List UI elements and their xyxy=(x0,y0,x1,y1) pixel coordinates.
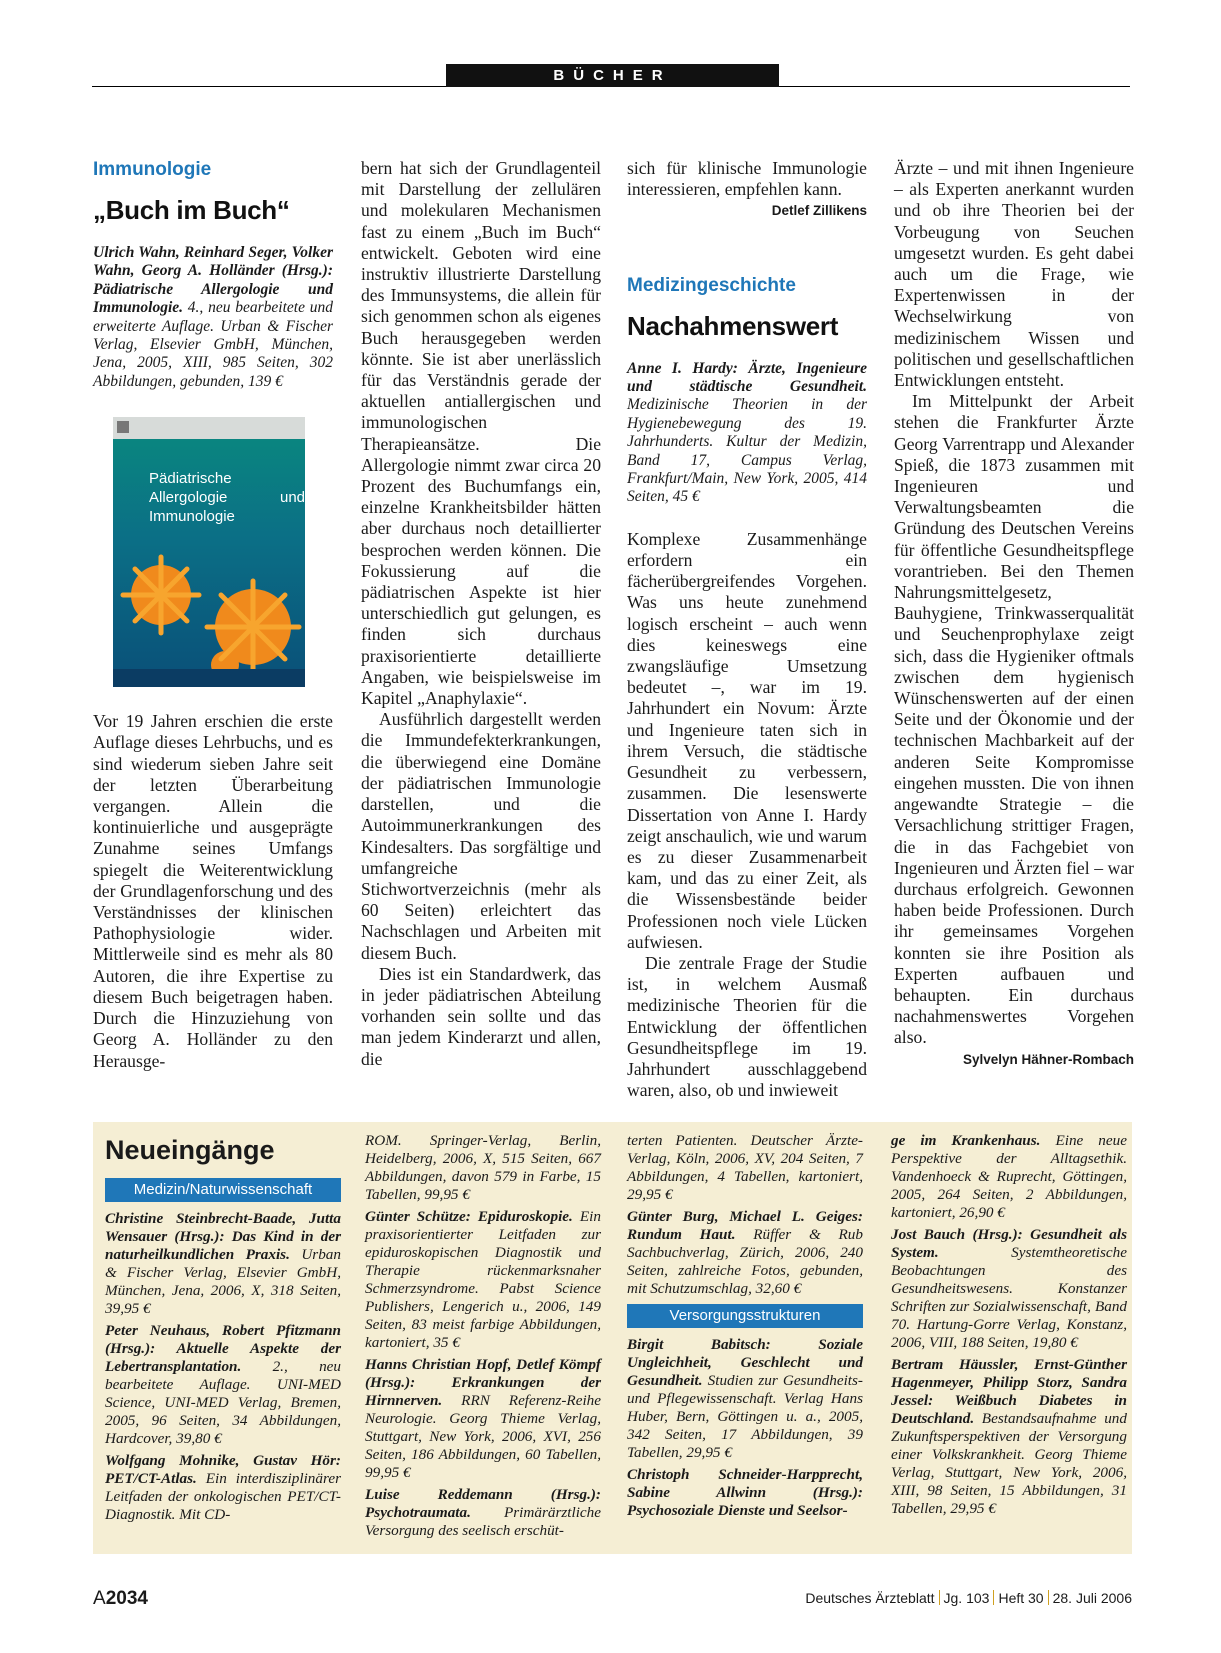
new-arrivals-box xyxy=(93,1122,1132,1554)
article2-paragraph-4: Im Mittelpunkt der Arbeit stehen die Frankfurter Ärzte Georg Varrentrapp und Alexander Spieß, die 1873 zusammen mit Ingenieuren und Verwaltungsbeamten die Gründung des Deutschen Vereins für öffentliche Gesundheitspflege vorantrieben. Bei den Themen Nahrungsmittelgesetz, Bauhygiene, Trinkwasserqualität und Seuchenprophylaxe zeigt sich, dass die Hygieniker oftmals zwischen dem hygienisch Wünschenswerten auf der einen Seite und der Ökonomie und der technischen Machbarkeit auf der anderen Seite Kompromisse eingehen mussten. Die von ihnen angewandte Strategie – die Versachlichung strittiger Fragen, die in das Fachgebiet von Ingenieuren und Ärzten fiel – war durchaus erfolgreich. Gewonnen haben beide Professionen. Durch ihr gemeinsames Vorgehen konnten sie ihre Position als Experten aufbauen und behaupten. Ein durchaus nachahmenswertes Vorgehen also. xyxy=(894,391,1134,1048)
book-cover-image xyxy=(113,417,305,687)
pollen-illustration xyxy=(113,417,305,687)
category-versorgung: Versorgungsstrukturen xyxy=(627,1304,863,1328)
author-zillikens: Detlef Zillikens xyxy=(771,203,867,219)
arrivals-column-3 xyxy=(627,1132,863,1524)
entry-title: Birgit Babitsch: Soziale Ungleichheit, Geschlecht und Gesundheit. xyxy=(627,1336,863,1389)
arrivals-column-1 xyxy=(105,1132,341,1528)
entry-details: 2., neu bearbeitete Auflage. UNI-MED Science, UNI-MED Verlag, Bremen, 2005, 96 Seiten, 34 Abbildungen, Hardcover, 39,80 € xyxy=(105,1358,341,1447)
article1-closing-text: sich für klinische Immunologie interessieren, empfehlen kann. xyxy=(627,158,867,200)
entry-details: Primärärztliche Versorgung des seelisch erschüt- xyxy=(365,1504,601,1539)
arrival-entry xyxy=(365,1208,601,1352)
article1-paragraph-3: Ausführlich dargestellt werden die Immundefekterkrankungen, die überwiegend eine Domäne der pädiatrischen Immunologie darstellen, und die Autoimmunerkrankungen des Kindesalters. Das sorgfältige und umfangreiche Stichwortverzeichnis (mehr als 60 Seiten) erleichtert das Nachschlagen und Arbeiten mit diesem Buch. xyxy=(361,709,601,963)
kicker-medizingeschichte: Medizingeschichte xyxy=(627,274,796,296)
article1-paragraph-4: Dies ist ein Standardwerk, das in jeder pädiatrischen Abteilung vorhanden sein sollte und das man jedem Kinderarzt und allen, die xyxy=(361,963,601,1069)
cover-bottom-band xyxy=(113,669,305,687)
entry-title: Peter Neuhaus, Robert Pfitzmann (Hrsg.): Aktuelle Aspekte der Lebertransplantation. xyxy=(105,1322,341,1375)
arrival-entry-continued: terten Patienten. Deutscher Ärzte-Verlag, Köln, 2006, XV, 204 Seiten, 7 Abbildungen, 4 Tabellen, kartoniert, 29,95 € xyxy=(627,1132,863,1203)
page-prefix: A xyxy=(93,1588,106,1609)
biblio-title-2: Anne I. Hardy: Ärzte, Ingenieure und städtische Gesundheit. xyxy=(627,359,867,396)
biblio-details: 4., neu bearbeitete und erweiterte Auflage. Urban & Fischer Verlag, Elsevier GmbH, München, Jena, 2005, XIII, 985 Seiten, 302 Abbildungen, gebunden, 139 € xyxy=(93,299,333,390)
journal-footer xyxy=(805,1590,1132,1606)
entry-title: Hanns Christian Hopf, Detlef Kömpf (Hrsg.): Erkrankungen der Hirnnerven. xyxy=(365,1356,601,1409)
arrival-entry xyxy=(891,1226,1127,1352)
kicker-immunologie: Immunologie xyxy=(93,159,212,180)
entry-title: ge im Krankenhaus. xyxy=(891,1132,1041,1149)
article1-paragraph-1: Vor 19 Jahren erschien die erste Auflage dieses Lehrbuchs, und es sind wiederum sieben Jahre seit der letzten Überarbeitung vergangen. Allein die kontinuierliche und ausgeprägte Zunahme seines Umfangs spiegelt die Weiterentwicklung der Grundlagenforschung und des Verständnisses der klinischen Pathophysiologie wider. Mittlerweile sind es mehr als 80 Autoren, die ihre Expertise zu diesem Buch beigetragen haben. Durch die Hinzuziehung von Georg A. Holländer zu den Herausge- xyxy=(93,711,333,1071)
arrival-entry xyxy=(627,1208,863,1298)
arrival-entry-continued xyxy=(891,1132,1127,1222)
arrival-entry-continued: ROM. Springer-Verlag, Berlin, Heidelberg, 2006, X, 515 Seiten, 667 Abbildungen, davon 579 in Farbe, 15 Tabellen, 99,95 € xyxy=(365,1132,601,1203)
entry-title: Günter Schütze: Epiduroskopie. xyxy=(365,1208,573,1225)
headline-buch-im-buch: „Buch im Buch“ xyxy=(93,195,290,225)
category-medizin: Medizin/Naturwissenschaft xyxy=(105,1178,341,1202)
headline-nachahmenswert: Nachahmenswert xyxy=(627,310,839,341)
footer-separator xyxy=(1048,1590,1049,1605)
entry-title: Luise Reddemann (Hrsg.): Psychotraumata. xyxy=(365,1486,601,1521)
entry-details: RRN Referenz-Reihe Neurologie. Georg Thieme Verlag, Stuttgart, New York, 2006, XVI, 256 Seiten, 186 Abbildungen, 60 Tabellen, 99,95 € xyxy=(365,1392,601,1481)
arrival-entry xyxy=(627,1336,863,1462)
column-2 xyxy=(361,158,601,1070)
footer-separator xyxy=(993,1590,994,1605)
article2-paragraph-1: Komplexe Zusammenhänge erfordern ein fächerübergreifendes Vorgehen. Was uns heute zunehmend logisch erscheint – auch wenn dies keineswegs eine zwangsläufige Umsetzung bedeutet –, war im 19. Jahrhundert ein Novum: Ärzte und Ingenieure taten sich in ihrem Versuch, die städtische Gesundheit zu verbessern, zusammen. Die lesenswerte Dissertation von Anne I. Hardy zeigt anschaulich, wie und warum es zu dieser Zusammenarbeit kam, und das zu einer Zeit, als die Wissensbestände beider Professionen noch viele Lücken aufwiesen. xyxy=(627,528,867,952)
column-3 xyxy=(627,158,867,1101)
entry-title: Bertram Häussler, Ernst-Günther Hagenmeyer, Philipp Storz, Sandra Jessel: Weißbuch Diabetes in Deutschland. xyxy=(891,1356,1127,1427)
bibliography-2 xyxy=(627,360,867,507)
entry-details: Systemtheoretische Beobachtungen des Gesundheitswesens. Konstanzer Schriften zur Sozialwissenschaft, Band 70. Hartung-Gorre Verlag, Konstanz, 2006, VIII, 188 Seiten, 19,80 € xyxy=(891,1244,1127,1351)
entry-title: Christoph Schneider-Harpprecht, Sabine Allwinn (Hrsg.): Psychosoziale Dienste und Seelsor- xyxy=(627,1466,863,1519)
entry-details: Ein interdisziplinärer Leitfaden der onkologischen PET/CT-Diagnostik. Mit CD- xyxy=(105,1470,341,1523)
arrival-entry xyxy=(105,1210,341,1318)
article2-paragraph-3: Ärzte – und mit ihnen Ingenieure – als Experten anerkannt wurden und ob ihre Theorien bei der Vorbeugung von Seuchen umgesetzt wurden. Es geht dabei auch um die Frage, wie Expertenwissen in der Wechselwirkung von medizinischem Wissen und politischen und gesellschaftlichen Entwicklungen entsteht. xyxy=(894,158,1134,391)
entry-details: Rüffer & Rub Sachbuchverlag, Zürich, 2006, 240 Seiten, zahlreiche Fotos, gebunden, mit Schutzumschlag, 32,60 € xyxy=(627,1226,863,1297)
article1-paragraph-2: bern hat sich der Grundlagenteil mit Darstellung der zellulären und molekularen Mechanismen fast zu einem „Buch im Buch“ entwickelt. Geboten wird eine instruktiv illustrierte Darstellung des Immunsystems, die allein für sich genommen schon als eigenes Buch herausgegeben werden könnte. Sie ist aber unerlässlich für das Verständnis gerade der aktuellen antiallergischen und immunologischen Therapieansätze. Die Allergologie nimmt zwar circa 20 Prozent des Buchumfangs ein, einzelne Krankheitsbilder hätten aber durchaus noch detaillierter besprochen werden können. Die Fokussierung auf die pädiatrischen Aspekte ist hier unterschiedlich gut gelungen, es finden sich durchaus praxisorientierte detaillierte Angaben, wie beispielsweise im Kapitel „Anaphylaxie“. xyxy=(361,158,601,709)
article2-paragraph-2: Die zentrale Frage der Studie ist, in welchem Ausmaß medizinische Theorien für die Entwicklung der öffentlichen Gesundheitspflege im 19. Jahrhundert ausschlaggebend waren, also, ob und inwieweit xyxy=(627,952,867,1101)
biblio-title: Ulrich Wahn, Reinhard Seger, Volker Wahn, Georg A. Holländer (Hrsg.): Pädiatrische Allergologie und Immunologie. xyxy=(93,244,333,317)
entry-details: Bestandsaufnahme und Zukunftsperspektiven der Versorgung einer Volkskrankheit. Georg Thieme Verlag, Stuttgart, New York, 2006, XIII, 98 Seiten, 15 Abbildungen, 31 Tabellen, 29,95 € xyxy=(891,1410,1127,1517)
new-arrivals-title: Neueingänge xyxy=(105,1135,275,1165)
journal-date: 28. Juli 2006 xyxy=(1052,1590,1132,1606)
column-1 xyxy=(93,158,333,1072)
entry-details: Urban & Fischer Verlag, Elsevier GmbH, München, Jena, 2006, X, 318 Seiten, 39,95 € xyxy=(105,1246,341,1317)
article1-paragraph-5 xyxy=(627,158,867,200)
section-label: BÜCHER xyxy=(446,64,779,87)
footer-separator xyxy=(939,1590,940,1605)
arrivals-column-4 xyxy=(891,1132,1127,1522)
entry-details: Eine neue Perspektive der Alltagsethik. Vandenhoeck & Ruprecht, Göttingen, 2005, 264 Seiten, 2 Abbildungen, kartoniert, 26,90 € xyxy=(891,1132,1127,1221)
page-number-value: 2034 xyxy=(105,1588,148,1609)
page-number xyxy=(93,1588,148,1610)
column-4 xyxy=(894,158,1134,1070)
arrival-entry xyxy=(105,1452,341,1524)
journal-volume: Jg. 103 xyxy=(943,1590,990,1606)
arrival-entry xyxy=(105,1322,341,1448)
arrival-entry xyxy=(891,1356,1127,1518)
arrivals-column-2 xyxy=(365,1132,601,1544)
entry-title: Günter Burg, Michael L. Geiges: Rundum Haut. xyxy=(627,1208,863,1243)
entry-details: Studien zur Gesundheits- und Pflegewissenschaft. Verlag Hans Huber, Bern, Göttingen u. a., 2005, 342 Seiten, 17 Abbildungen, 39 Tabellen, 29,95 € xyxy=(627,1372,863,1461)
entry-title: Jost Bauch (Hrsg.): Gesundheit als System. xyxy=(891,1226,1127,1261)
arrival-entry xyxy=(365,1486,601,1540)
journal-name: Deutsches Ärzteblatt xyxy=(805,1590,935,1606)
arrival-entry xyxy=(627,1466,863,1520)
entry-details: Ein praxisorientierter Leitfaden zur epiduroskopischen Diagnostik und Therapie rückenmarksnaher Schmerzsyndrome. Pabst Science Publishers, Lengerich u., 2006, 149 Seiten, 83 meist farbige Abbildungen, kartoniert, 35 € xyxy=(365,1208,601,1351)
journal-issue: Heft 30 xyxy=(998,1590,1044,1606)
bibliography-1 xyxy=(93,244,333,391)
entry-title: Christine Steinbrecht-Baade, Jutta Wensauer (Hrsg.): Das Kind in der naturheilkundlichen Praxis. xyxy=(105,1210,341,1263)
cover-title: Pädiatrische Allergologie und Immunologie xyxy=(149,470,305,526)
biblio-details-2: Medizinische Theorien in der Hygienebewegung des 19. Jahrhunderts. Kultur der Medizin, Band 17, Campus Verlag, Frankfurt/Main, New York, 2005, 414 Seiten, 45 € xyxy=(627,396,867,506)
author-haehner-rombach: Sylvelyn Hähner-Rombach xyxy=(962,1051,1134,1067)
entry-title: Wolfgang Mohnike, Gustav Hör: PET/CT-Atlas. xyxy=(105,1452,341,1487)
arrival-entry xyxy=(365,1356,601,1482)
